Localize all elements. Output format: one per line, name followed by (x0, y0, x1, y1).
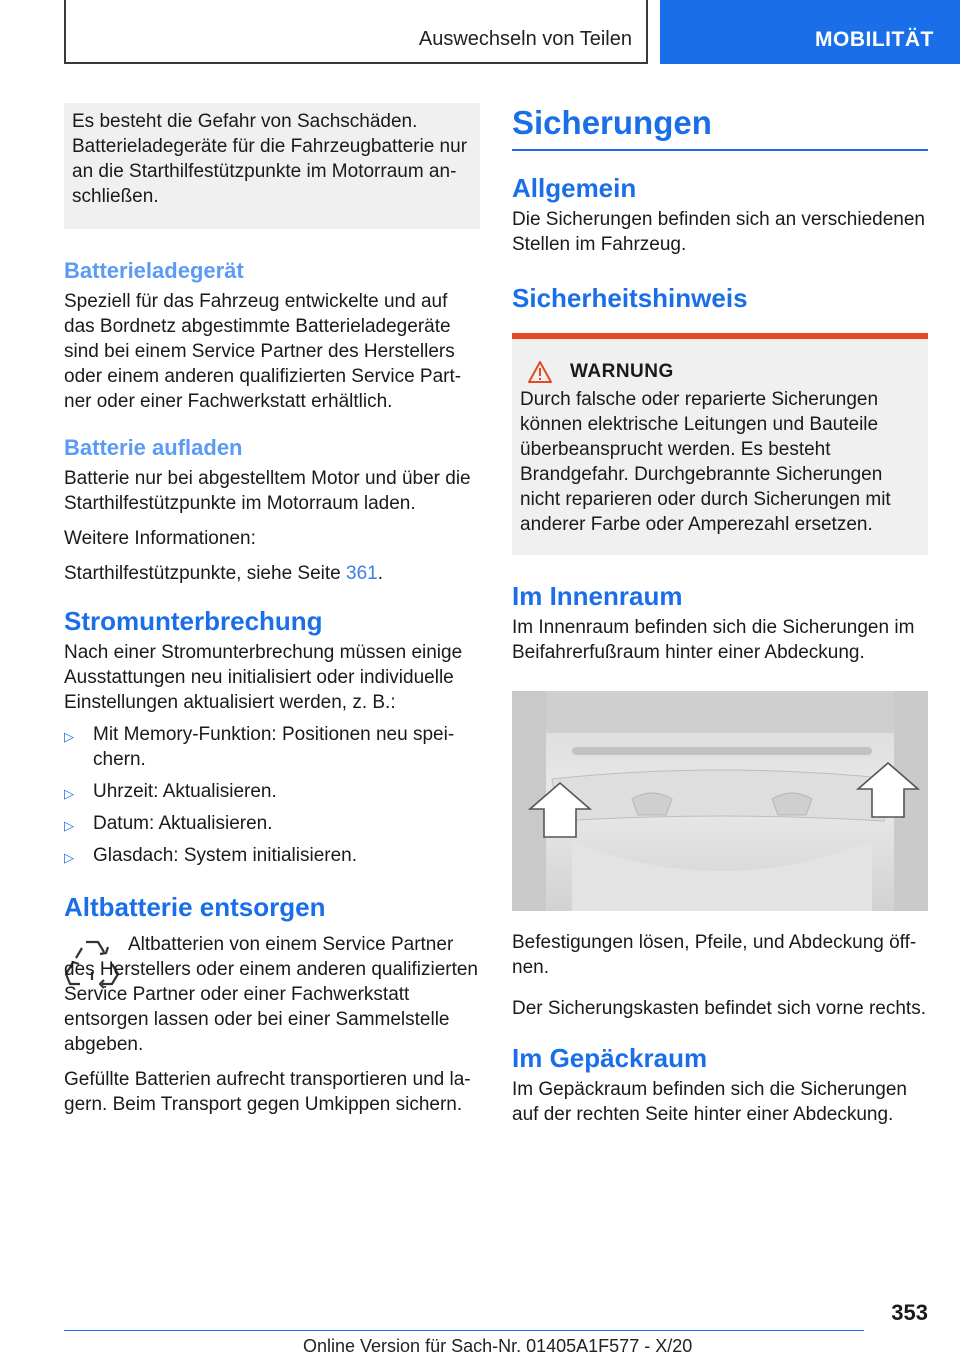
page-number: 353 (891, 1300, 928, 1325)
bullet-triangle-icon: ▷ (64, 729, 74, 744)
heading-altbatterie: Altbatterie entsorgen (64, 892, 326, 922)
aufladen-more: Weitere Informationen: (64, 528, 256, 549)
gepaeckraum-text: Im Gepäckraum befinden sich die Sicherungen auf der rechten Seite hinter einer Abdeckung. (512, 1079, 908, 1125)
header-section-title: Auswechseln von Teilen (418, 28, 632, 50)
warning-text: Durch falsche oder reparierte Sicherungen können elektrische Leitungen und Bauteile überbeansprucht werden. Es besteht Brandgefahr. Durchgebrannte Sicherungen nicht reparieren oder durch Sicherungen mit anderer Farbe oder Amperezahl ersetzen. (520, 389, 891, 535)
page-link-361[interactable]: 361 (346, 563, 378, 584)
page-title: Sicherungen (512, 104, 712, 141)
heading-batterieladegeraet: Batterieladegerät (64, 258, 244, 283)
header-chapter-title: MOBILITÄT (815, 28, 934, 51)
damage-note (64, 103, 480, 229)
damage-note-text: Es besteht die Gefahr von Sachschäden. Batterieladegeräte für die Fahrzeugbatterie nur an die Starthilfestützpunkte im Motorraum anschließen. (72, 111, 468, 207)
heading-sicherheitshinweis: Sicherheitshinweis (512, 283, 748, 313)
list-item: ▷ Uhrzeit: Aktualisieren. (64, 779, 480, 804)
list-item: ▷ Glasdach: System initialisieren. (64, 843, 480, 868)
warning-triangle-icon (528, 361, 552, 383)
aufladen-reference (64, 561, 480, 586)
heading-batterie-aufladen: Batterie aufladen (64, 435, 243, 460)
header-chapter-tab (660, 0, 960, 64)
header-section-tab (64, 0, 648, 64)
reference-suffix: . (377, 563, 383, 584)
photo-caption-2: Der Sicherungskasten befindet sich vorne rechts. (512, 998, 926, 1019)
footer-online-version: Online Version für Sach-Nr. 01405A1F577 - X/20 (303, 1336, 693, 1356)
footer-divider (64, 1330, 864, 1331)
right-column (512, 103, 928, 1127)
heading-gepaeckraum: Im Gepäckraum (512, 1043, 708, 1073)
heading-stromunterbrechung: Stromunterbrechung (64, 606, 323, 636)
allgemein-text: Die Sicherungen befinden sich an verschiedenen Stellen im Fahrzeug. (512, 209, 925, 255)
photo-caption-1: Befestigungen lösen, Pfeile, und Abdeckung öffnen. (512, 932, 917, 978)
altbatterie-text2: Gefüllte Batterien aufrecht transportieren und lagern. Beim Transport gegen Umkippen sichern. (64, 1069, 471, 1115)
strom-list (64, 722, 480, 868)
list-item: ▷ Mit Memory-Funktion: Positionen neu speichern. (64, 724, 455, 770)
bullet-triangle-icon: ▷ (64, 786, 74, 801)
altbatterie-text: Altbatterien von einem Service Partner des Herstellers oder einem anderen qualifizierten Service Partner oder einer Fachwerkstatt entsorgen lassen oder bei einer Sammelstelle abgeben. (64, 934, 479, 1055)
batterieladegeraet-text: Speziell für das Fahrzeug entwickelte und auf das Bordnetz abgestimmte Batterieladegeräte sind bei einem Service Partner des Herstellers oder einem anderen qualifizierten Service Partner oder einer Fachwerkstatt erhältlich. (64, 291, 462, 412)
title-divider (512, 149, 928, 151)
bullet-triangle-icon: ▷ (64, 818, 74, 833)
heading-allgemein: Allgemein (512, 173, 637, 203)
bullet-triangle-icon: ▷ (64, 850, 74, 865)
innenraum-text: Im Innenraum befinden sich die Sicherungen im Beifahrerfußraum hinter einer Abdeckung. (512, 617, 915, 663)
warning-label: WARNUNG (570, 361, 674, 382)
warning-header (528, 361, 920, 383)
list-item: ▷ Datum: Aktualisieren. (64, 811, 480, 836)
reference-prefix: Starthilfestützpunkte, siehe Seite (64, 563, 346, 584)
left-column (64, 103, 480, 1117)
fuse-cover-photo (512, 691, 928, 911)
aufladen-text: Batterie nur bei abgestelltem Motor und über die Starthilfestützpunkte im Motorraum laden. (64, 468, 471, 514)
heading-innenraum: Im Innenraum (512, 581, 683, 611)
strom-text: Nach einer Stromunterbrechung müssen einige Ausstattungen neu initialisiert oder individuelle Einstellungen aktualisiert werden, z. B.: (64, 642, 463, 713)
warning-box (512, 339, 928, 555)
